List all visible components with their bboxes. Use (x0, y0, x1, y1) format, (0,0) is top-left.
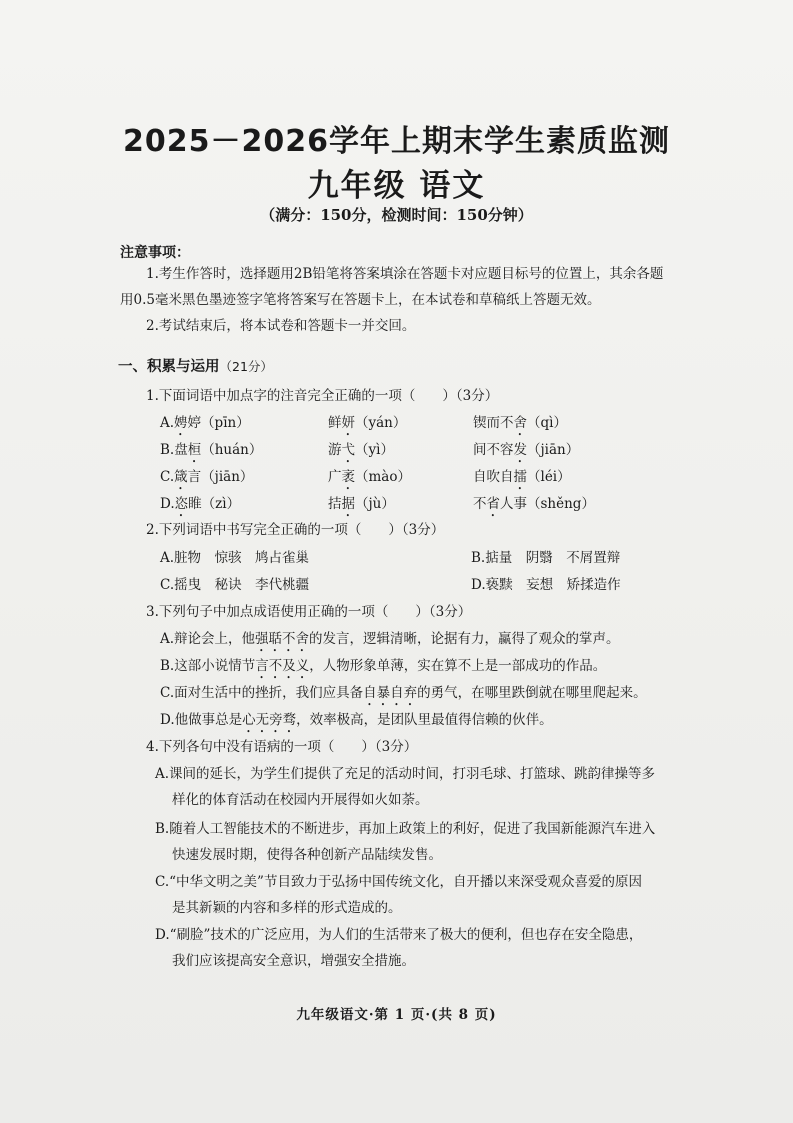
q1-option-d-word1: D.恣睢（zì） (160, 496, 241, 512)
q1-option-b-word3: 间不容发（jiān） (473, 442, 580, 458)
question-3-stem: 3.下列句子中加点成语使用正确的一项（ ）（3分） (146, 604, 472, 620)
q2-option-c: C.摇曳 秘诀 李代桃疆 (160, 577, 310, 593)
score-info: （满分：150分，检测时间：150分钟） (260, 206, 533, 224)
q4-option-a-line-1: A.课间的延长，为学生们提供了充足的活动时间，打羽毛球、打篮球、跳韵律操等多 (155, 766, 656, 782)
question-1-stem: 1.下面词语中加点字的注音完全正确的一项（ ）（3分） (146, 388, 499, 404)
notice-item-2: 2.考试结束后，将本试卷和答题卡一并交回。 (146, 318, 416, 334)
q1-option-a-word1: A.娉婷（pīn） (160, 415, 250, 431)
q1-option-a-word3: 锲而不舍（qì） (473, 415, 567, 431)
notice-item-1-line-2: 用0.5毫米黑色墨迹签字笔将答案写在答题卡上，在本试卷和草稿纸上答题无效。 (120, 292, 601, 308)
q1-option-d-word3: 不省人事（shěng） (473, 496, 595, 512)
q4-option-c-line-1: C.“中华文明之美”节目致力于弘扬中国传统文化，自开播以来深受观众喜爱的原因 (155, 874, 642, 890)
q3-option-d: D.他做事总是心无旁骛，效率极高，是团队里最值得信赖的伙伴。 (160, 712, 553, 728)
exam-subtitle: 九年级 语文 (307, 168, 486, 204)
q3-option-b: B.这部小说情节言不及义，人物形象单薄，实在算不上是一部成功的作品。 (160, 658, 607, 674)
q1-option-a-word2: 鲜妍（yán） (328, 415, 407, 431)
q2-option-b: B.掂量 阴翳 不屑置辩 (471, 550, 621, 566)
q4-option-d-line-2: 我们应该提高安全意识，增强安全措施。 (172, 953, 415, 969)
q1-option-b-word2: 游弋（yì） (328, 442, 394, 458)
q4-option-b-line-1: B.随着人工智能技术的不断进步，再加上政策上的利好，促进了我国新能源汽车进入 (155, 821, 656, 837)
q2-option-d: D.亵黩 妄想 矫揉造作 (471, 577, 621, 593)
q1-option-b-word1: B.盘桓（huán） (160, 442, 263, 458)
question-2-stem: 2.下列词语中书写完全正确的一项（ ）（3分） (146, 522, 445, 538)
q3-option-a: A.辩论会上，他强聒不舍的发言，逻辑清晰，论据有力，赢得了观众的掌声。 (160, 631, 620, 647)
q4-option-b-line-2: 快速发展时期，使得各种创新产品陆续发售。 (172, 847, 442, 863)
section-heading (118, 355, 273, 376)
q4-option-a-line-2: 样化的体育活动在校园内开展得如火如荼。 (172, 792, 429, 808)
question-4-stem: 4.下列各句中没有语病的一项（ ）（3分） (146, 739, 418, 755)
q4-option-c-line-2: 是其新颖的内容和多样的形式造成的。 (172, 900, 402, 916)
exam-title: 2025－2026学年上期末学生素质监测 (123, 124, 670, 159)
page-footer: 九年级语文·第 1 页·(共 8 页) (296, 1007, 497, 1023)
q4-option-d-line-1: D.“刷脸”技术的广泛应用，为人们的生活带来了极大的便利，但也存在安全隐患， (155, 927, 643, 943)
q1-option-c-word3: 自吹自擂（léi） (473, 469, 571, 485)
notice-heading: 注意事项： (120, 245, 190, 261)
notice-item-1-line-1: 1.考生作答时，选择题用2B铅笔将答案填涂在答题卡对应题目标号的位置上，其余各题 (146, 266, 664, 282)
section-points: （21分） (219, 359, 273, 374)
q1-option-d-word2: 拮据（jù） (328, 496, 395, 512)
q1-option-c-word2: 广袤（mào） (328, 469, 411, 485)
section-title: 一、积累与运用 (118, 359, 220, 375)
q1-option-c-word1: C.箴言（jiān） (160, 469, 254, 485)
q2-option-a: A.脏物 惊骇 鸠占雀巢 (160, 550, 310, 566)
q3-option-c: C.面对生活中的挫折，我们应具备自暴自弃的勇气，在哪里跌倒就在哪里爬起来。 (160, 685, 647, 701)
